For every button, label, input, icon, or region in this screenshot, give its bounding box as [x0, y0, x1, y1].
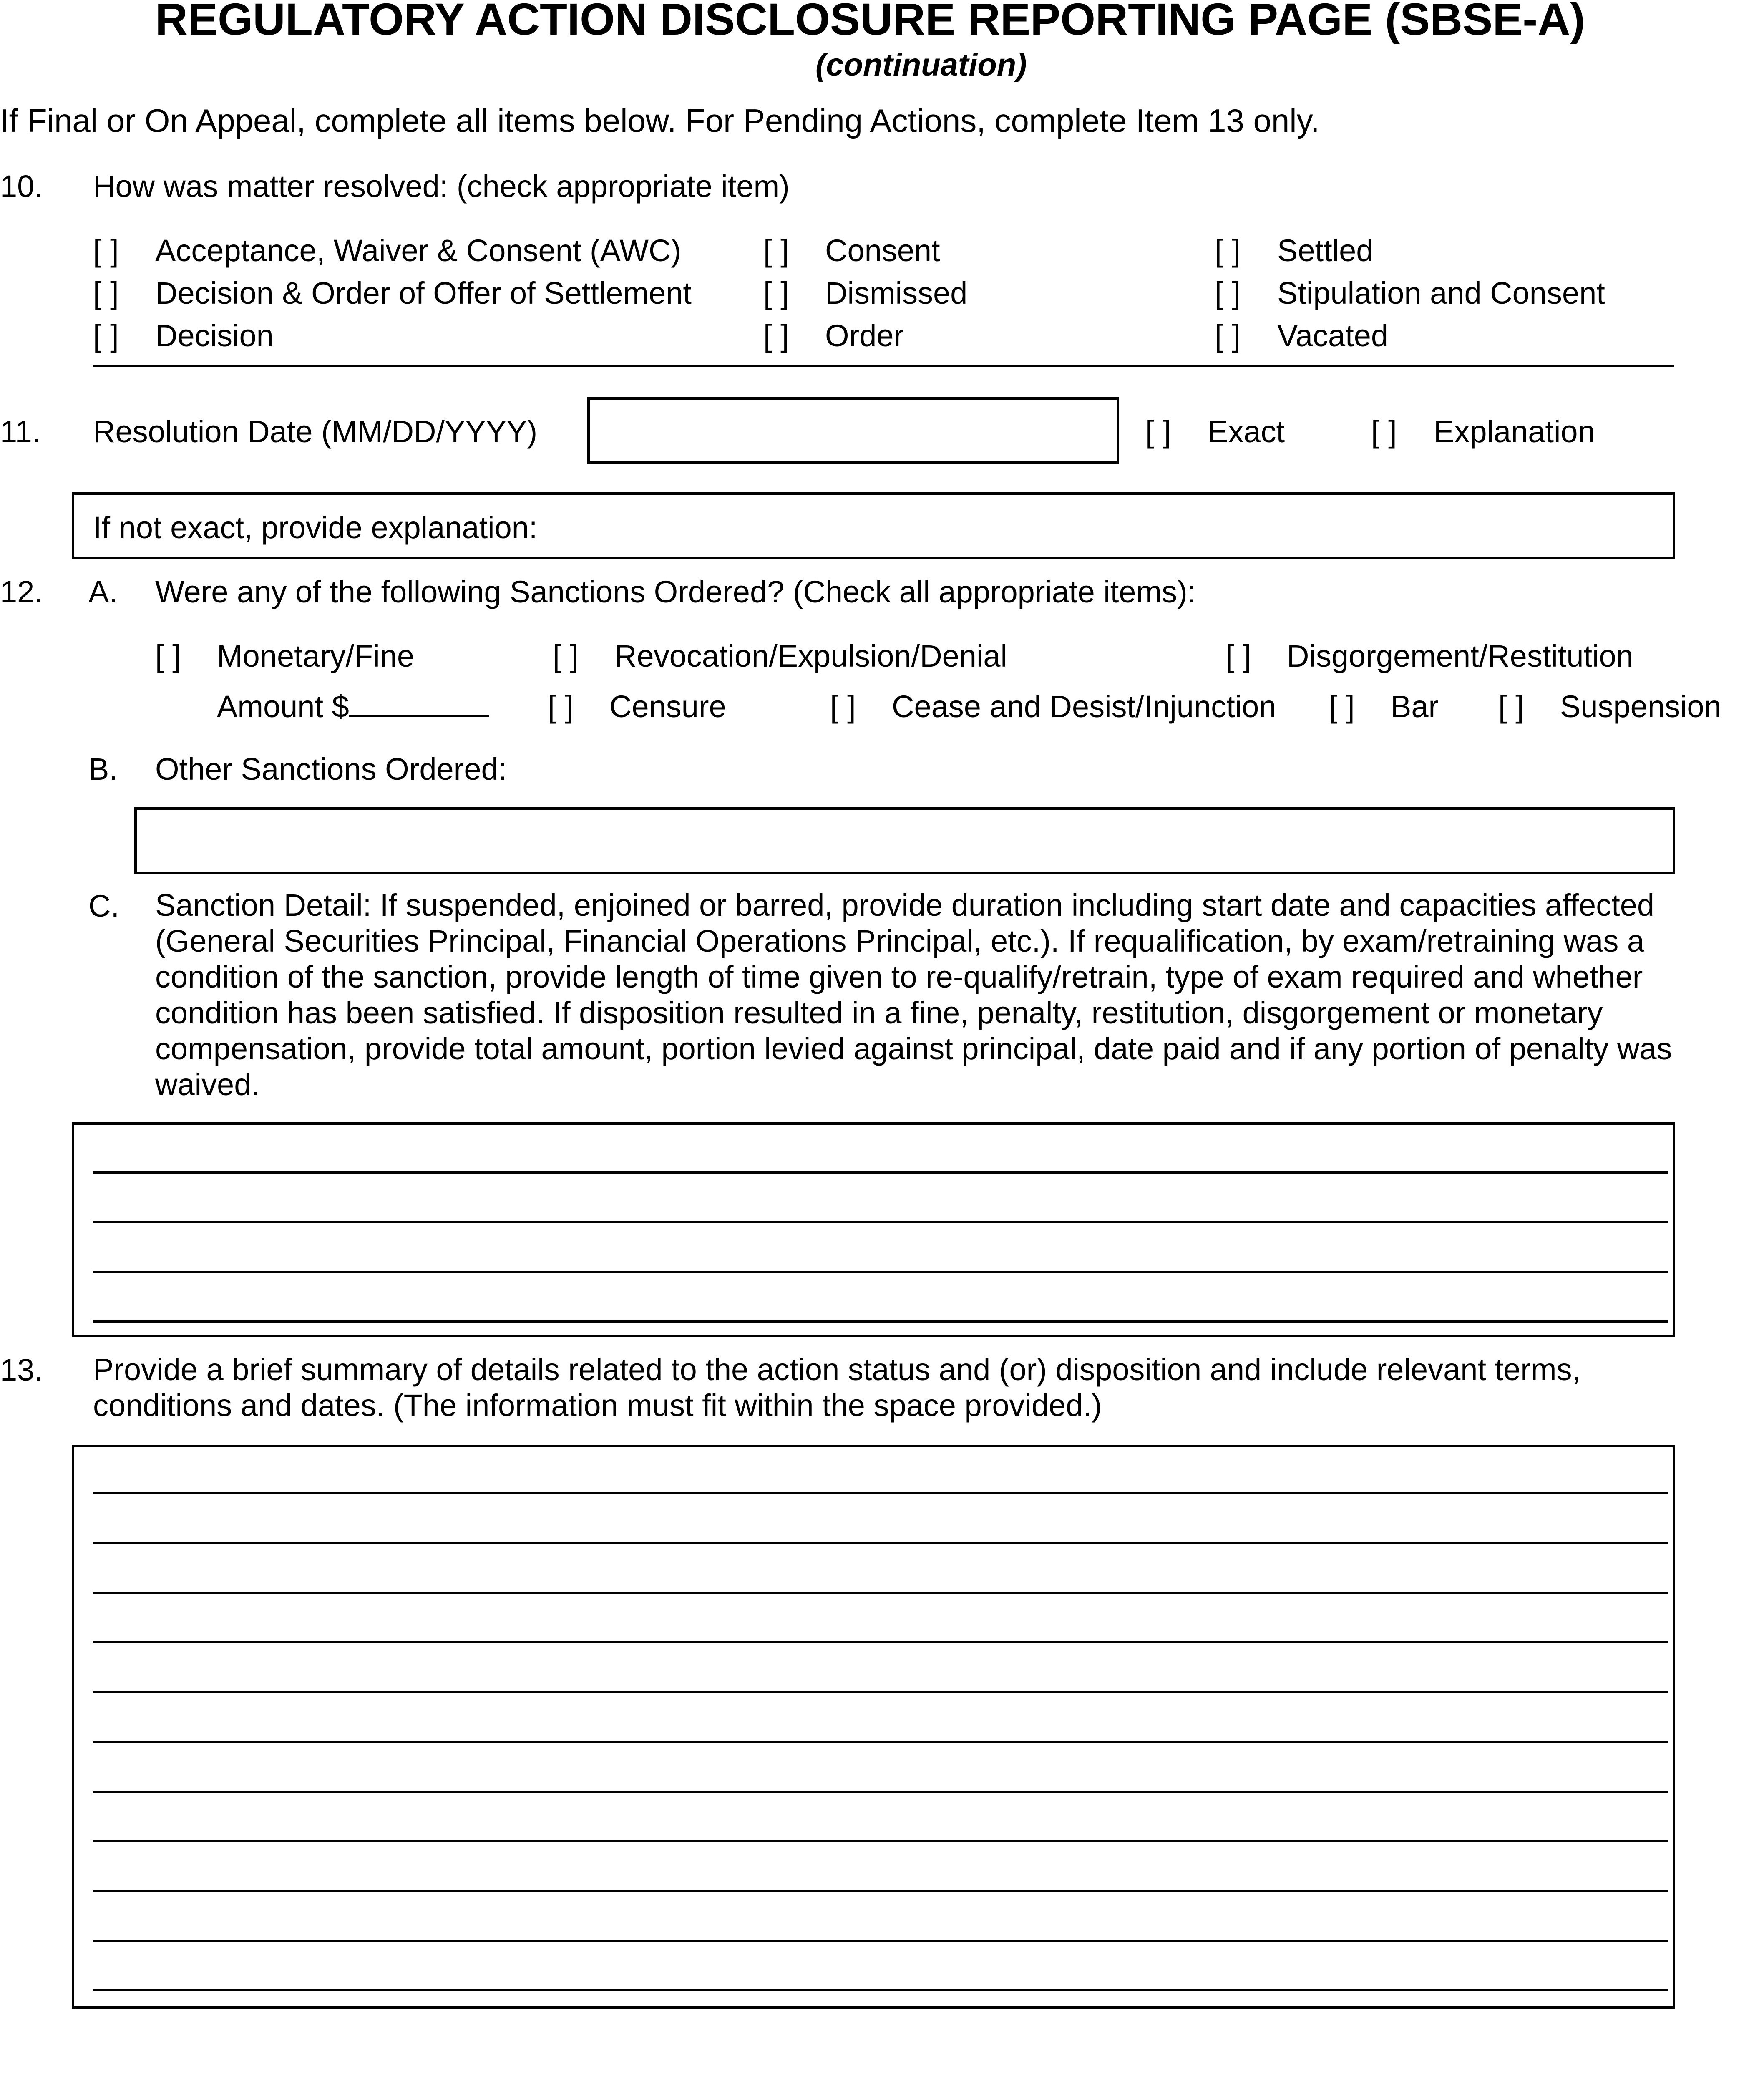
checkbox-decision[interactable]: [ ] [93, 318, 119, 353]
summary-line[interactable] [93, 1542, 1668, 1544]
summary-line[interactable] [93, 1492, 1668, 1494]
summary-box[interactable] [72, 1445, 1675, 2009]
item-10-question: How was matter resolved: (check appropriate item) [93, 169, 790, 204]
summary-line[interactable] [93, 1592, 1668, 1594]
checkbox-exact[interactable]: [ ] [1145, 414, 1171, 449]
page-title: REGULATORY ACTION DISCLOSURE REPORTING PAGE (SBSE-A) [155, 0, 1585, 44]
resolution-date-input[interactable] [587, 397, 1119, 464]
sanction-detail-line[interactable] [93, 1320, 1668, 1323]
suspension-label: Suspension [1560, 689, 1721, 724]
sanction-detail-text: Sanction Detail: If suspended, enjoined or barred, provide duration including start date and capacities affected (General Securities Principal, Financial Operations Principal, etc.). If requalification, by exam/retraining was a condition of the sanction, provide length of time given to re-qualify/retrain, type of exam required and whether condition has been satisfied. If disposition resulted in a fine, penalty, restitution, disgorgement or monetary compensation, provide total amount, portion levied against principal, date paid and if any portion of penalty was waived. [155, 888, 1672, 1102]
checkbox-disgorgement[interactable]: [ ] [1225, 639, 1251, 673]
checkbox-suspension[interactable]: [ ] [1498, 689, 1524, 724]
item-12-b-letter: B. [88, 752, 118, 786]
item-12-c-letter: C. [88, 889, 119, 923]
option-dismissed-label: Dismissed [825, 276, 968, 310]
option-vacated-label: Vacated [1277, 318, 1389, 353]
summary-line[interactable] [93, 1940, 1668, 1942]
instruction-text: If Final or On Appeal, complete all items below. For Pending Actions, complete Item 13 only. [0, 102, 1320, 139]
section-divider [93, 365, 1674, 367]
summary-line[interactable] [93, 1691, 1668, 1693]
resolution-date-label: Resolution Date (MM/DD/YYYY) [93, 414, 538, 449]
option-awc-label: Acceptance, Waiver & Consent (AWC) [155, 233, 682, 268]
checkbox-cease-desist[interactable]: [ ] [830, 689, 856, 724]
page-subtitle: (continuation) [815, 47, 1027, 83]
checkbox-consent[interactable]: [ ] [763, 233, 789, 268]
exact-label: Exact [1208, 414, 1285, 449]
summary-line[interactable] [93, 1890, 1668, 1892]
checkbox-explanation[interactable]: [ ] [1371, 414, 1397, 449]
checkbox-vacated[interactable]: [ ] [1215, 318, 1241, 353]
option-consent-label: Consent [825, 233, 940, 268]
checkbox-awc[interactable]: [ ] [93, 233, 119, 268]
monetary-label: Monetary/Fine [217, 639, 414, 673]
checkbox-dismissed[interactable]: [ ] [763, 276, 789, 310]
checkbox-bar[interactable]: [ ] [1329, 689, 1355, 724]
checkbox-stipulation[interactable]: [ ] [1215, 276, 1241, 310]
checkbox-revocation[interactable]: [ ] [553, 639, 579, 673]
cease-desist-label: Cease and Desist/Injunction [892, 689, 1276, 724]
explanation-label: Explanation [1434, 414, 1595, 449]
summary-line[interactable] [93, 1741, 1668, 1743]
summary-line[interactable] [93, 1791, 1668, 1793]
sanction-detail-line[interactable] [93, 1221, 1668, 1223]
sanction-detail-line[interactable] [93, 1171, 1668, 1174]
item-13-number: 13. [0, 1353, 43, 1387]
option-stipulation-label: Stipulation and Consent [1277, 276, 1605, 310]
summary-line[interactable] [93, 1989, 1668, 1991]
item-11-number: 11. [0, 414, 41, 449]
checkbox-censure[interactable]: [ ] [548, 689, 574, 724]
option-order-label: Order [825, 318, 904, 353]
item-10-number: 10. [0, 169, 43, 204]
checkbox-decision-order[interactable]: [ ] [93, 276, 119, 310]
item-12-number: 12. [0, 574, 43, 609]
explanation-box-label: If not exact, provide explanation: [93, 510, 538, 545]
checkbox-monetary[interactable]: [ ] [155, 639, 181, 673]
checkbox-settled[interactable]: [ ] [1215, 233, 1241, 268]
amount-field[interactable] [217, 691, 489, 722]
revocation-label: Revocation/Expulsion/Denial [614, 639, 1007, 673]
checkbox-order[interactable]: [ ] [763, 318, 789, 353]
censure-label: Censure [609, 689, 726, 724]
amount-input-line[interactable] [349, 711, 489, 717]
bar-label: Bar [1391, 689, 1439, 724]
other-sanctions-input[interactable] [134, 807, 1675, 874]
summary-line[interactable] [93, 1641, 1668, 1643]
item-12-a-letter: A. [88, 574, 118, 609]
amount-label: Amount $ [217, 689, 349, 724]
sanction-detail-line[interactable] [93, 1271, 1668, 1273]
sanction-detail-box[interactable] [72, 1122, 1675, 1337]
item-12-a-question: Were any of the following Sanctions Ordered? (Check all appropriate items): [155, 574, 1196, 609]
disgorgement-label: Disgorgement/Restitution [1287, 639, 1633, 673]
other-sanctions-label: Other Sanctions Ordered: [155, 752, 507, 786]
summary-line[interactable] [93, 1840, 1668, 1842]
item-13-text: Provide a brief summary of details related to the action status and (or) disposition and include relevant terms, conditions and dates. (The information must fit within the space provided.) [93, 1352, 1581, 1423]
option-settled-label: Settled [1277, 233, 1374, 268]
option-decision-order-label: Decision & Order of Offer of Settlement [155, 276, 692, 310]
option-decision-label: Decision [155, 318, 274, 353]
